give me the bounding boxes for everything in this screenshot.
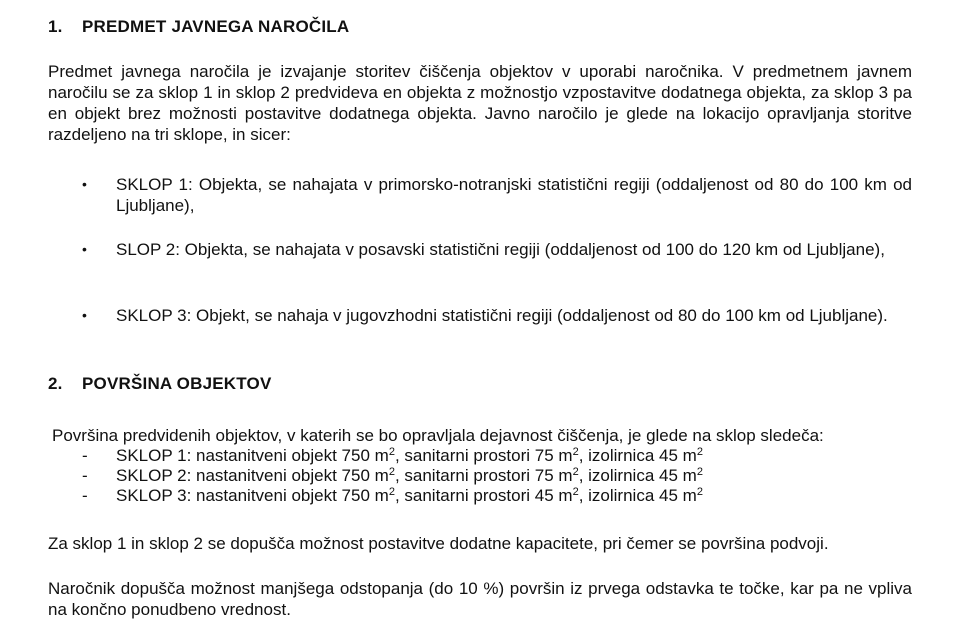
bullet-item-sklop-1: [82, 174, 912, 216]
section-2-intro: Površina predvidenih objektov, v katerih se bo opravljala dejavnost čiščenja, je glede na sklop sledeča:: [52, 426, 824, 445]
section-1-number: 1.: [48, 17, 63, 36]
section-1-heading: [48, 16, 349, 37]
section-1-intro: Predmet javnega naročila je izvajanje storitev čiščenja objektov v uporabi naročnika. V predmetnem javnem naročilu se za sklop 1 in sklop 2 predvideva en objekta z možnostjo vzpostavitve dodatnega objekta, za sklop 3 pa en objekt brez možnosti postavitve dodatnega objekta. Javno naročilo je glede na lokacijo opravljanja storitve razdeljeno na tri sklope, in sicer:: [48, 62, 912, 144]
area-list-item-sklop-1: - SKLOP 1: nastanitveni objekt 750 $m^2$, sanitarni prostori 75 $m^2$, izolirnica 45 $m^2$: [82, 446, 703, 465]
section-1-title: PREDMET JAVNEGA NAROČILA: [82, 17, 350, 36]
deviation-paragraph: Naročnik dopušča možnost manjšega odstopanja (do 10 %) površin iz prvega odstavka te točke, kar pa ne vpliva na končno ponudbeno vrednost.: [48, 579, 912, 619]
area-list: [82, 445, 882, 505]
section-2-number: 2.: [48, 374, 63, 393]
bullet-text: SKLOP 3: Objekt, se nahaja v jugovzhodni statistični regiji (oddaljenost od 80 do 100 km od Ljubljane).: [116, 306, 888, 325]
bullet-icon: •: [82, 241, 87, 257]
bullet-icon: •: [82, 307, 87, 323]
section-2-heading: [48, 373, 272, 394]
bullet-item-sklop-3: [82, 305, 912, 326]
area-list-item-sklop-3: - SKLOP 3: nastanitveni objekt 750 $m^2$, sanitarni prostori 45 $m^2$, izolirnica 45 $m^2$: [82, 486, 703, 505]
bullet-text: SKLOP 1: Objekta, se nahajata v primorsko-notranjski statistični regiji (oddaljenost od 80 do 100 km od Ljubljane),: [116, 175, 912, 215]
bullet-text: SLOP 2: Objekta, se nahajata v posavski statistični regiji (oddaljenost od 100 do 120 km od Ljubljane),: [116, 240, 885, 259]
bullet-item-sklop-2: [82, 239, 912, 260]
dash-icon: -: [82, 486, 88, 505]
capacity-paragraph: Za sklop 1 in sklop 2 se dopušča možnost postavitve dodatne kapacitete, pri čemer se površina podvoji.: [48, 534, 829, 553]
bullet-icon: •: [82, 176, 87, 192]
dash-icon: -: [82, 446, 88, 465]
area-list-item-sklop-2: - SKLOP 2: nastanitveni objekt 750 $m^2$, sanitarni prostori 75 $m^2$, izolirnica 45 $m^2$: [82, 466, 703, 485]
dash-icon: -: [82, 466, 88, 485]
section-2-title: POVRŠINA OBJEKTOV: [82, 374, 272, 393]
